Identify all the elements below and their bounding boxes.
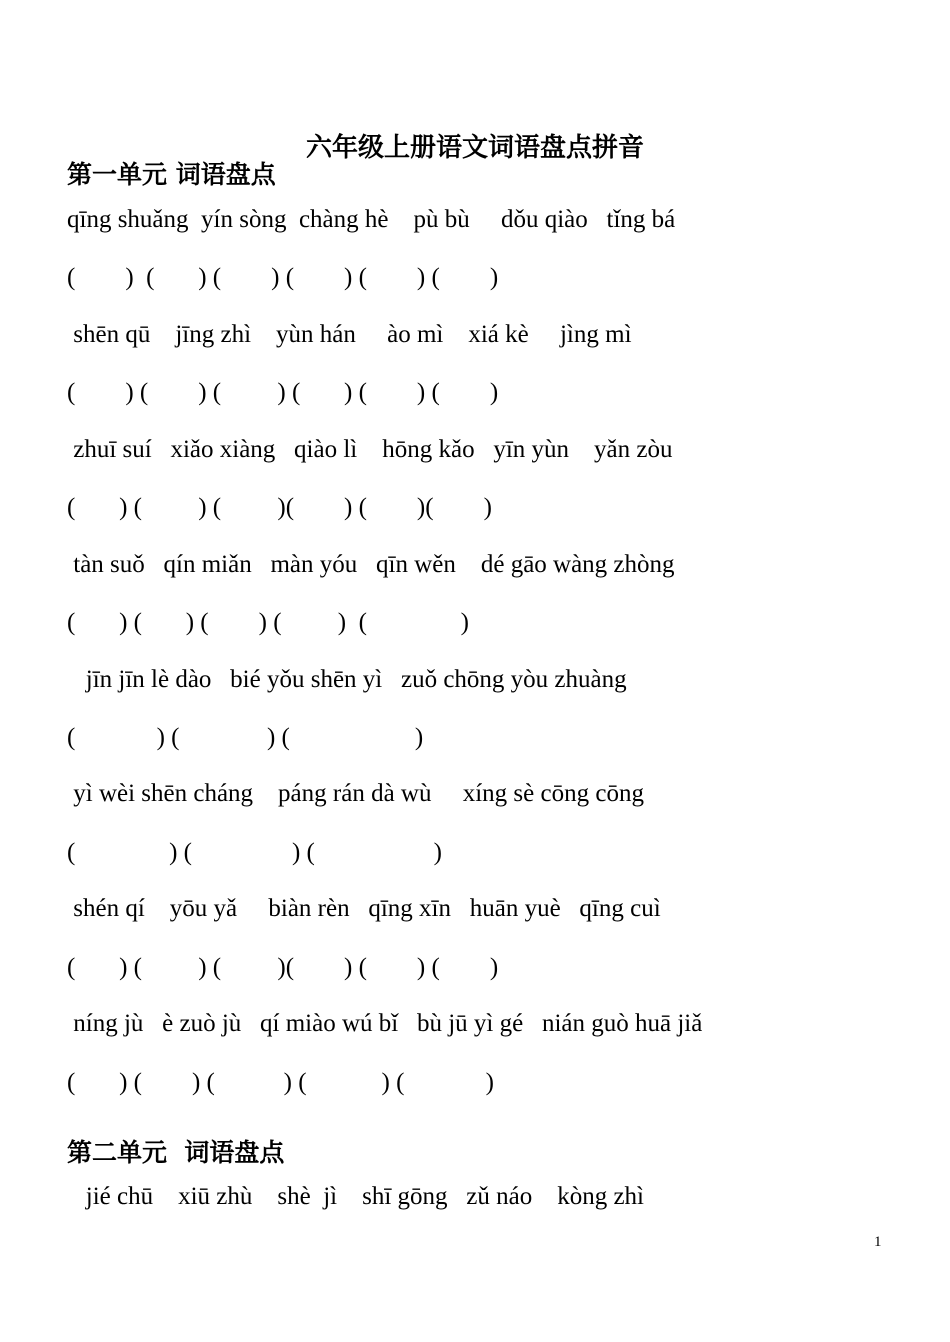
answer-blank-line: ( ) ( ) ( ) ( ) ( ) ( ): [67, 379, 499, 406]
answer-blank-line: ( ) ( ) ( )( ) ( ) ( ): [67, 954, 499, 981]
pinyin-line: tàn suǒ qín miǎn màn yóu qīn wěn dé gāo wàng zhòng: [67, 551, 675, 578]
pinyin-line: zhuī suí xiǎo xiàng qiào lì hōng kǎo yīn yùn yǎn zòu: [67, 436, 673, 463]
pinyin-line: qīng shuǎng yín sòng chàng hè pù bù dǒu qiào tǐng bá: [67, 206, 676, 233]
answer-blank-line: ( ) ( ) ( ) ( ) ( ): [67, 1069, 495, 1096]
pinyin-line: yì wèi shēn cháng páng rán dà wù xíng sè cōng cōng: [67, 780, 644, 807]
answer-blank-line: ( ) ( ) ( )( ) ( )( ): [67, 494, 492, 521]
pinyin-line: jié chū xiū zhù shè jì shī gōng zǔ náo kòng zhì: [67, 1183, 645, 1210]
document-title: 六年级上册语文词语盘点拼音: [305, 133, 644, 163]
pinyin-line: níng jù è zuò jù qí miào wú bǐ bù jū yì gé nián guò huā jiǎ: [67, 1010, 703, 1037]
pinyin-line: shēn qū jīng zhì yùn hán ào mì xiá kè jìng mì: [67, 321, 632, 348]
unit1-heading: 第一单元 词语盘点: [67, 160, 276, 189]
pinyin-line: shén qí yōu yǎ biàn rèn qīng xīn huān yuè qīng cuì: [67, 895, 661, 922]
answer-blank-line: ( ) ( ) ( ): [67, 839, 442, 866]
pinyin-line: jīn jīn lè dào bié yǒu shēn yì zuǒ chōng yòu zhuàng: [67, 666, 627, 693]
answer-blank-line: ( ) ( ) ( ) ( ) ( ) ( ): [67, 264, 499, 291]
page-number: 1: [874, 1234, 882, 1250]
unit2-heading: 第二单元 词语盘点: [67, 1138, 285, 1167]
answer-blank-line: ( ) ( ) ( ): [67, 724, 424, 751]
answer-blank-line: ( ) ( ) ( ) ( ) ( ): [67, 609, 470, 636]
